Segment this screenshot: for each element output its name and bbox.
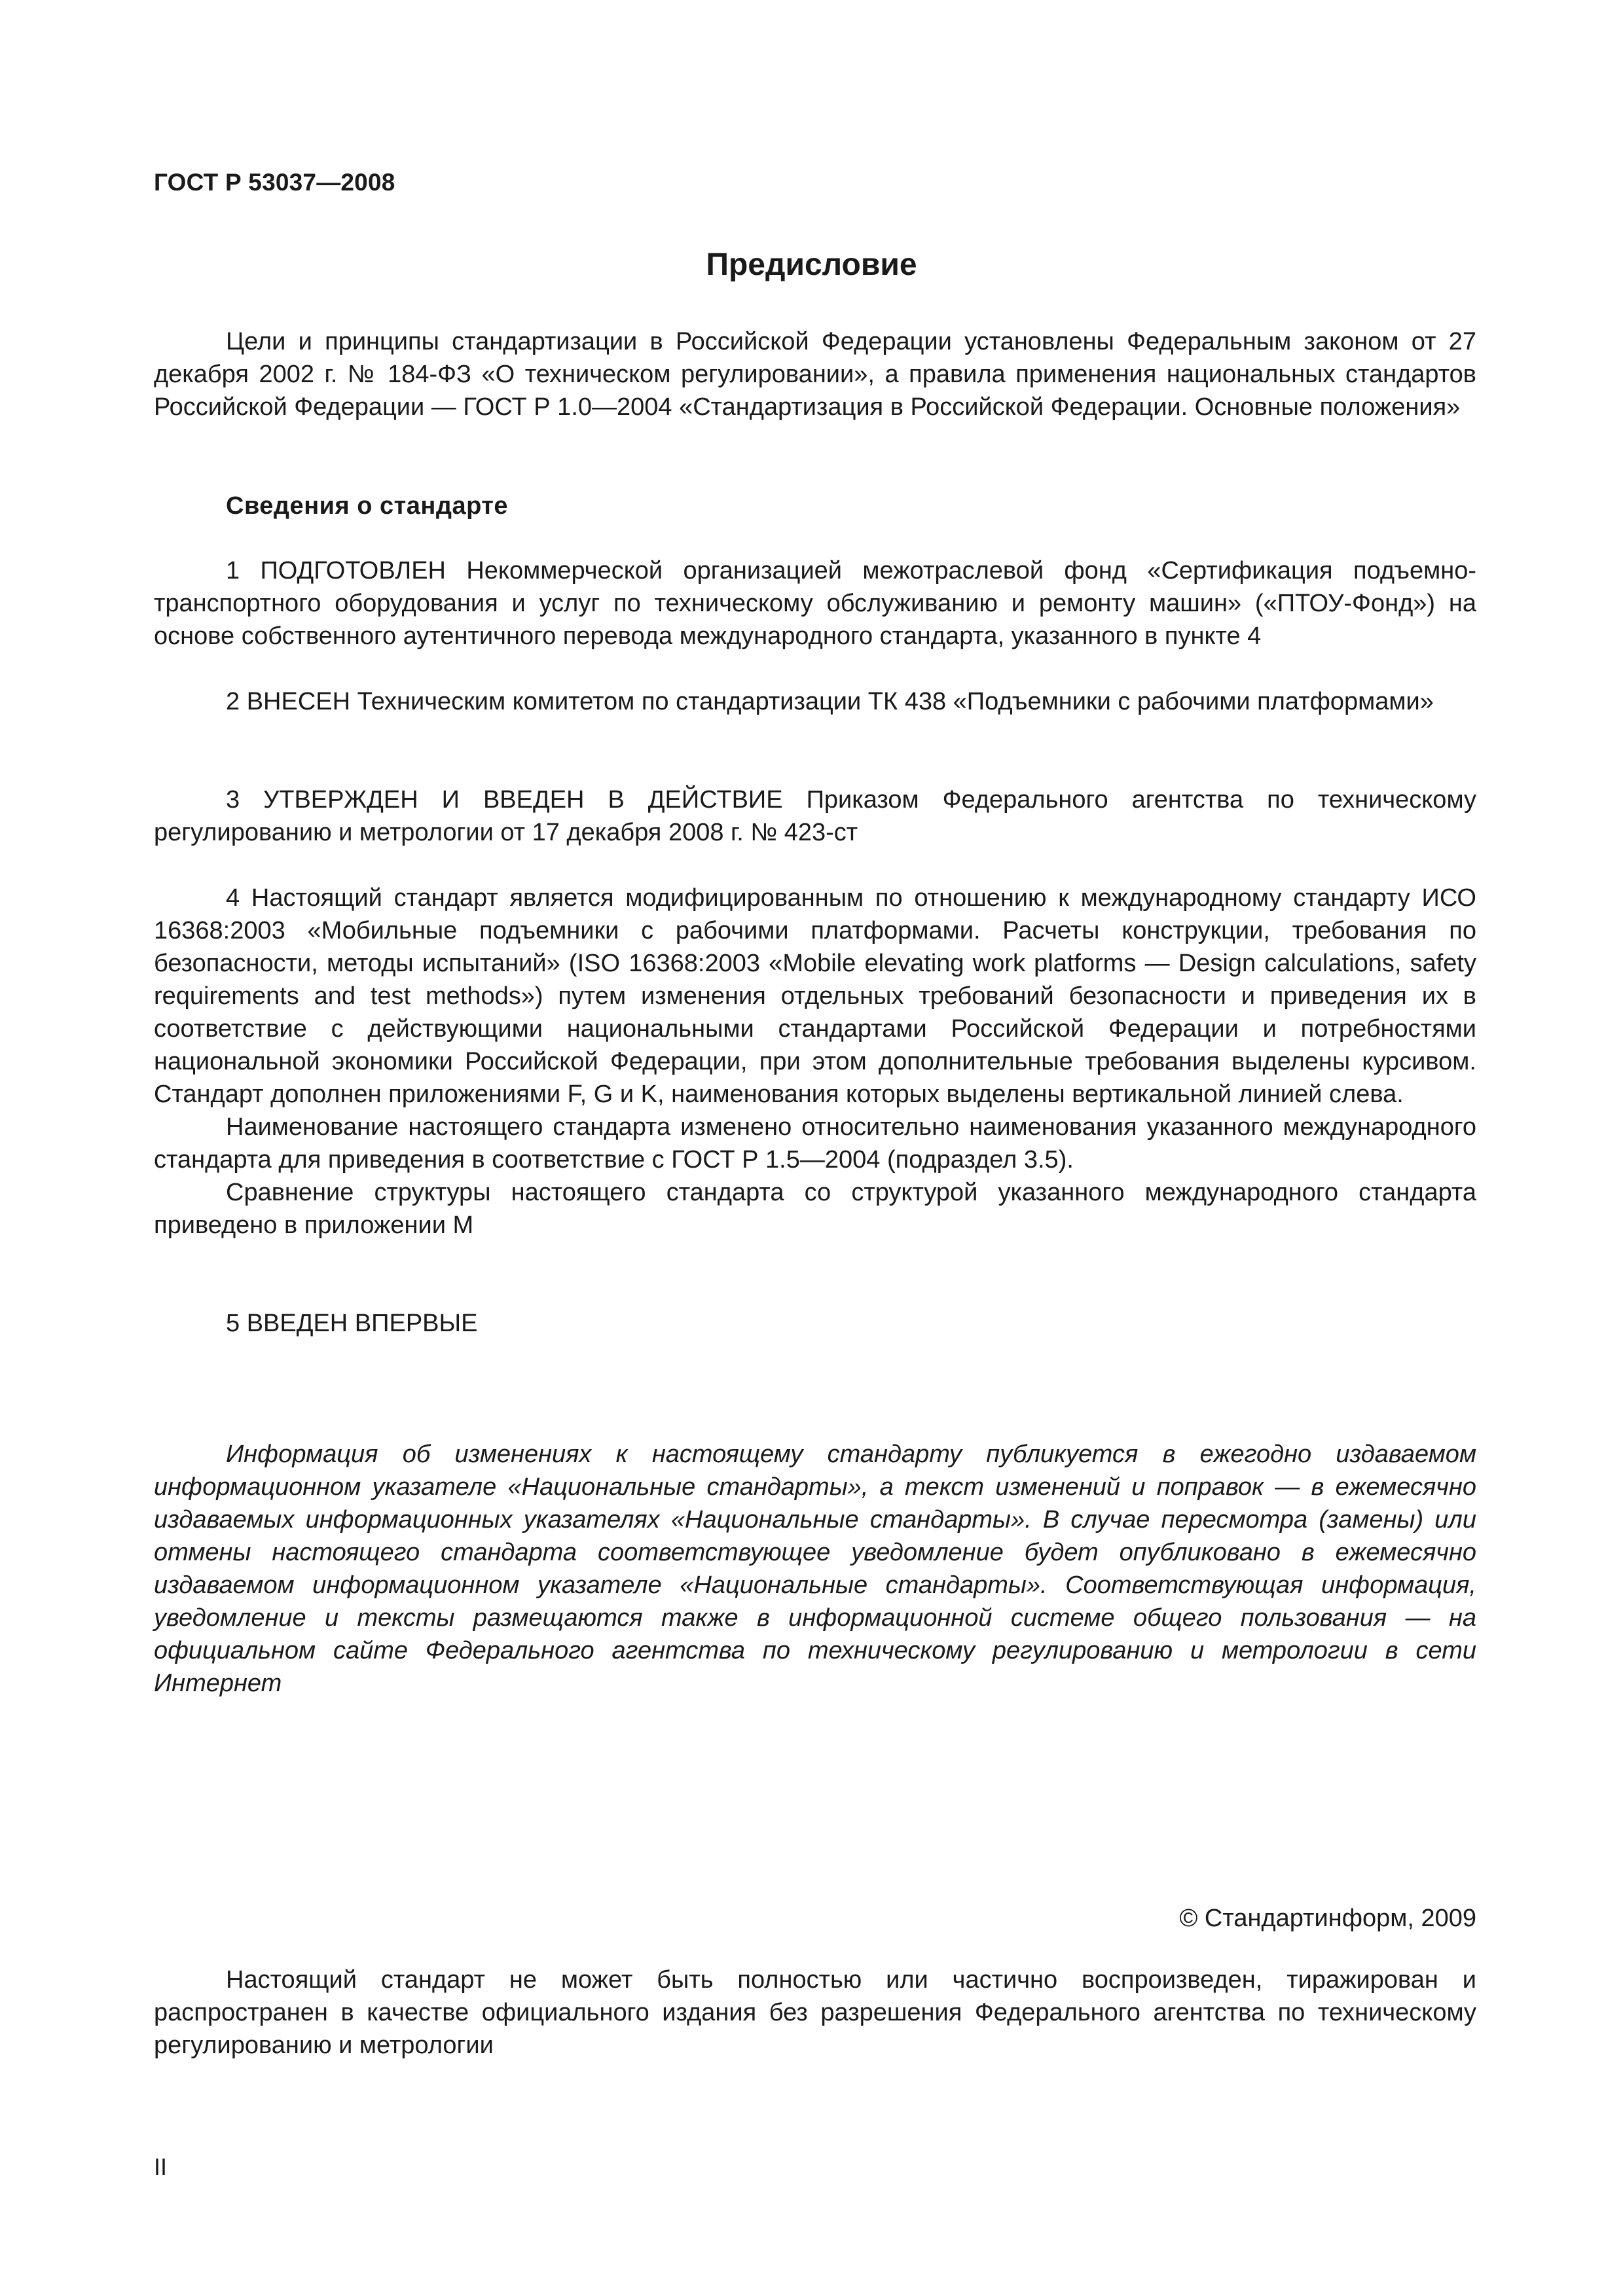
item-5-block [154,1307,1476,1340]
section-heading: Сведения о стандарте [226,492,509,520]
reproduction-notice-paragraph: Настоящий стандарт не может быть полностью или частично воспроизведен, тиражирован и распространен в качестве официального издания без разрешения Федерального агентства по техническому регулированию и метрологии [154,1966,1476,2059]
item-1-block [154,554,1476,653]
item-4-structure-note: Сравнение структуры настоящего стандарта со структурой указанного международного стандарта приведено в приложении М [154,1179,1476,1239]
reproduction-notice-block [154,1964,1476,2062]
document-code: ГОСТ Р 53037—2008 [154,169,395,196]
page-title: Предисловие [706,247,917,282]
item-4-name-note: Наименование настоящего стандарта изменено относительно наименования указанного международного стандарта для приведения в соответствие с ГОСТ Р 1.5—2004 (подраздел 3.5). [154,1113,1476,1174]
intro-paragraph: Цели и принципы стандартизации в Российской Федерации установлены Федеральным законом от 27 декабря 2002 г. № 184-ФЗ «О техническом регулировании», а правила применения национальных стандартов Российской Федерации — ГОСТ Р 1.0—2004 «Стандартизация в Российской Федерации. Основные положения» [154,328,1476,421]
item-1-paragraph: 1 ПОДГОТОВЛЕН Некоммерческой организацией межотраслевой фонд «Сертификация подъемно-транспортного оборудования и услуг по техническому обслуживанию и ремонту машин» («ПТОУ-Фонд») на основе собственного аутентичного перевода международного стандарта, указанного в пункте 4 [154,557,1476,650]
info-notice-block [154,1438,1476,1700]
page-number: II [154,2153,168,2180]
item-2-paragraph: 2 ВНЕСЕН Техническим комитетом по стандартизации ТК 438 «Подъемники с рабочими платформами» [226,688,1434,715]
intro-block [154,325,1476,423]
item-4-block [154,882,1476,1242]
info-notice-paragraph: Информация об изменениях к настоящему стандарту публикуется в ежегодно издаваемом информационном указателе «Национальные стандарты», а текст изменений и поправок — в ежемесячно издаваемых информационных указателях «Национальные стандарты». В случае пересмотра (замены) или отмены настоящего стандарта соответствующее уведомление будет опубликовано в ежемесячно издаваемом информационном указателе «Национальные стандарты». Соответствующая информация, уведомление и тексты размещаются также в информационной системе общего пользования — на официальном сайте Федерального агентства по техническому регулированию и метрологии в сети Интернет [154,1441,1476,1697]
item-3-block [154,783,1476,849]
item-5-paragraph: 5 ВВЕДЕН ВПЕРВЫЕ [226,1310,478,1337]
item-4-paragraph: 4 Настоящий стандарт является модифицированным по отношению к международному стандарту ИСО 16368:2003 «Мобильные подъемники с рабочими платформами. Расчеты конструкции, требования по безопасности, методы испытаний» (ISO 16368:2003 «Mobile elevating work platforms — Design calculations, safety requirements and test methods») путем изменения отдельных требований безопасности и приведения их в соответствие с действующими национальными стандартами Российской Федерации и потребностями национальной экономики Российской Федерации, при этом дополнительные требования выделены курсивом. Стандарт дополнен приложениями F, G и K, наименования которых выделены вертикальной линией слева. [154,884,1476,1108]
item-2-block [154,685,1476,718]
item-3-paragraph: 3 УТВЕРЖДЕН И ВВЕДЕН В ДЕЙСТВИЕ Приказом Федерального агентства по техническому регулированию и метрологии от 17 декабря 2008 г. № 423-ст [154,786,1476,846]
copyright-line: © Стандартинформ, 2009 [1179,1905,1476,1932]
